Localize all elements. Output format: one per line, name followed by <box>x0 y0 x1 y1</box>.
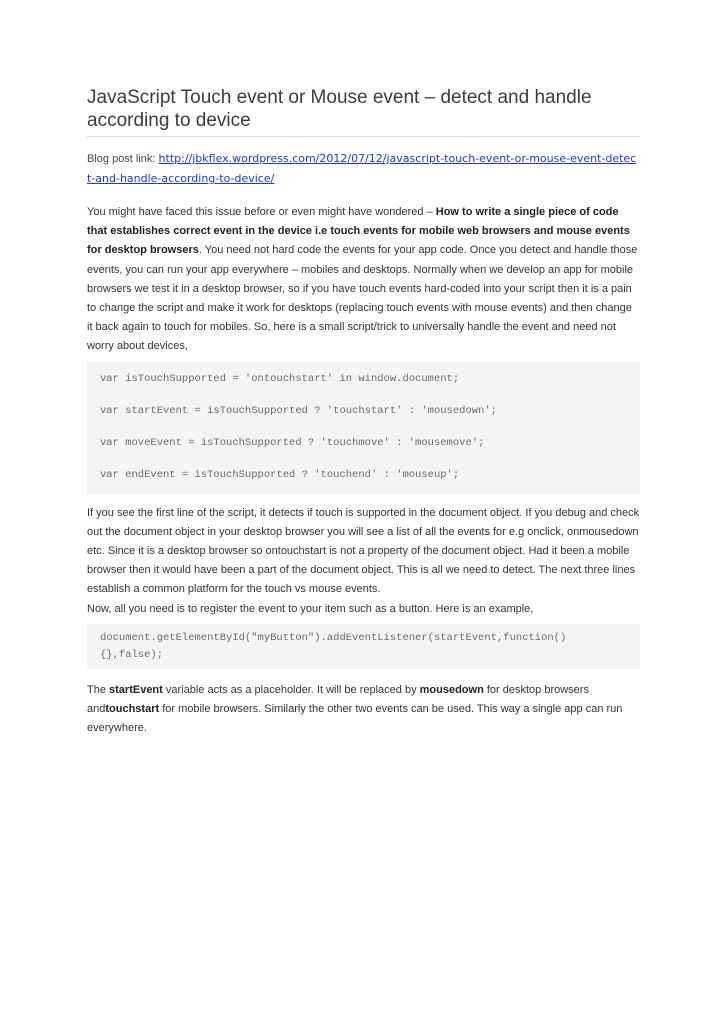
explanation-paragraph <box>87 504 640 619</box>
code-line-end-event: var endEvent = isTouchSupported ? 'touchend' : 'mouseup'; <box>100 469 460 482</box>
closing-text-4: for mobile browsers. Similarly the other two events can be used. This way a single app can run everywhere. <box>87 703 623 735</box>
closing-bold-touchstart: touchstart <box>105 703 160 716</box>
explanation-text: If you see the first line of the script, it detects if touch is supported in the document object. If you debug and check out the document object in your desktop browser you will see a list of all the events for e.g onclick, onmousedown etc. Since it is a desktop browser so ontouchstart is not a property of the document object. Had it been a mobile browser then it would have been a part of the document object. This is all we need to detect. The next three lines establish a common platform for the touch vs mouse events. <box>87 506 640 596</box>
article-title: JavaScript Touch event or Mouse event – detect and handle according to device <box>87 86 640 137</box>
code-line-move-event: var moveEvent = isTouchSupported ? 'touchmove' : 'mousemove'; <box>100 437 485 450</box>
code-line-add-listener: document.getElementById("myButton").addEventListener(startEvent,function(){},false); <box>100 631 567 661</box>
intro-text-1: You might have faced this issue before or even might have wondered – <box>87 206 436 218</box>
closing-text-3: for desktop browsers and <box>87 683 589 716</box>
example-intro-text: Now, all you need is to register the event to your item such as a button. Here is an example, <box>87 602 534 615</box>
closing-text-2: variable acts as a placeholder. It will be replaced by <box>162 683 420 696</box>
intro-bold-question: How to write a single piece of code that establishes correct event in the device i.e touch events for mobile web browsers and mouse events for desktop browsers <box>87 206 630 257</box>
code-line-start-event: var startEvent = isTouchSupported ? 'touchstart' : 'mousedown'; <box>100 405 497 418</box>
code-line-touch-supported: var isTouchSupported = 'ontouchstart' in window.document; <box>100 373 460 386</box>
code-block-listener <box>87 624 640 669</box>
intro-paragraph <box>87 203 640 357</box>
closing-bold-start-event: startEvent <box>109 683 163 696</box>
code-block-event-vars <box>87 362 640 494</box>
closing-text-1: The <box>87 683 110 696</box>
closing-bold-mousedown: mousedown <box>419 683 484 696</box>
intro-text-2: . You need not hard code the events for your app code. Once you detect and handle those events, you can run your app everywhere – mobiles and desktops. Normally when we develop an app for mobile browsers we test it in a desktop browser, so if you have touch events hard-coded into your script then it is a pain to change the script and make it work for desktops (replacing touch events with mouse events) and then change it back again to touch for mobiles. So, here is a small script/trick to universally handle the event and need not worry about devices, <box>87 244 638 353</box>
blog-post-link[interactable]: http://jbkflex.wordpress.com/2012/07/12/javascript-touch-event-or-mouse-event-detect-and-handle-according-to-device/ <box>87 152 637 185</box>
blog-link-label: Blog post link: <box>87 153 159 165</box>
blog-link-line <box>87 149 640 189</box>
article <box>87 86 640 738</box>
closing-paragraph <box>87 681 640 739</box>
